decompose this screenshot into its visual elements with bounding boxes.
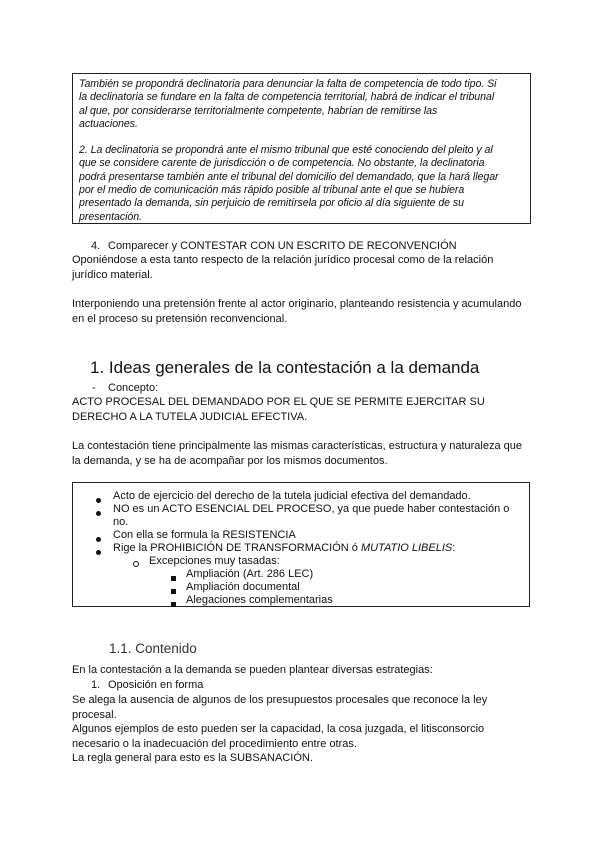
paragraph-oponiendo bbox=[72, 253, 493, 282]
quote-line: podrá presentarse también ante el tribunal del domicilio del demandado, que la hará llegar bbox=[79, 170, 499, 183]
bullet-marker bbox=[96, 546, 101, 559]
subsub-bullet-item: Alegaciones complementarias bbox=[186, 594, 333, 606]
definition-line: DERECHO A LA TUTELA JUDICIAL EFECTIVA. bbox=[72, 410, 308, 423]
heading-contenido: 1.1. Contenido bbox=[109, 641, 197, 656]
square-bullet-marker bbox=[171, 598, 176, 611]
list-number: 1. bbox=[91, 679, 101, 691]
heading-ideas-generales: 1. Ideas generales de la contestación a la demanda bbox=[90, 358, 480, 377]
bullet-item: Con ella se formula la RESISTENCIA bbox=[113, 529, 296, 541]
bullet-line: NO es un ACTO ESENCIAL DEL PROCESO, ya que puede haber contestación o bbox=[113, 503, 510, 515]
quote-line: la declinatoria se fundare en la falta de competencia territorial, habrá de indicar el tribunal bbox=[79, 91, 495, 104]
definition-text bbox=[72, 395, 485, 424]
quote-line: presentado la demanda, sin perjuicio de remitírsela por oficio al día siguiente de su bbox=[79, 197, 465, 210]
paragraph-line: jurídico material. bbox=[72, 268, 153, 281]
paragraph-line: procesal. bbox=[72, 708, 117, 721]
list-number: 4. bbox=[91, 240, 101, 252]
bullet-italic-term: MUTATIO LIBELIS bbox=[360, 542, 453, 554]
quote-paragraph-1 bbox=[79, 78, 524, 131]
bullet-marker bbox=[96, 533, 101, 546]
paragraph-regla: La regla general para esto es la SUBSANACIÓN. bbox=[72, 752, 313, 764]
quote-line: presentación. bbox=[79, 210, 142, 223]
paragraph-line: Se alega la ausencia de algunos de los presupuestos procesales que reconoce la ley bbox=[72, 694, 488, 706]
quote-line: por el medio de comunicación más rápido posible al tribunal ante el que se hubiera bbox=[79, 184, 465, 197]
paragraph-line: necesario o la inadecuación del procedimiento entre otras. bbox=[72, 737, 357, 750]
subsub-bullet-item: Ampliación (Art. 286 LEC) bbox=[186, 568, 314, 580]
dash-marker: - bbox=[92, 382, 96, 394]
quote-box-declinatoria bbox=[72, 73, 531, 224]
paragraph-line: Interponiendo una pretensión frente al actor originario, planteando resistencia y acumulando bbox=[72, 298, 522, 310]
paragraph-ausencia bbox=[72, 693, 487, 722]
list-item-1 bbox=[91, 678, 100, 693]
bullet-marker bbox=[96, 494, 101, 507]
bullet-item: Acto de ejercicio del derecho de la tutela judicial efectiva del demandado. bbox=[113, 490, 471, 502]
paragraph-line: La contestación tiene principalmente las mismas características, estructura y naturaleza que bbox=[72, 440, 522, 452]
paragraph-line: Algunos ejemplos de esto pueden ser la capacidad, la cosa juzgada, el litisconsorcio bbox=[72, 723, 485, 735]
paragraph-ejemplos bbox=[72, 722, 484, 751]
list-item-4 bbox=[91, 239, 100, 254]
subsub-bullet-item: Ampliación documental bbox=[186, 581, 300, 593]
quote-line: que se considere carente de jurisdicción o de competencia. No obstante, la declinatoria bbox=[79, 157, 485, 170]
list-item-4-text: Comparecer y CONTESTAR CON UN ESCRITO DE RECONVENCIÓN bbox=[108, 240, 457, 252]
paragraph-interponiendo bbox=[72, 297, 521, 326]
bullet-item bbox=[113, 503, 509, 529]
paragraph-line: la demanda, y se ha de acompañar por los mismos documentos. bbox=[72, 454, 388, 467]
quote-line: También se propondrá declinatoria para denunciar la falta de competencia de todo tipo. Si bbox=[79, 78, 497, 90]
paragraph-line: Oponiéndose a esta tanto respecto de la relación jurídico procesal como de la relación bbox=[72, 254, 494, 266]
paragraph-estrategias: En la contestación a la demanda se pueden plantear diversas estrategias: bbox=[72, 664, 433, 676]
concepto-label: Concepto: bbox=[108, 382, 159, 394]
square-bullet-marker bbox=[171, 585, 176, 598]
quote-line: actuaciones. bbox=[79, 117, 138, 130]
circle-bullet-marker bbox=[133, 558, 139, 571]
bullet-line: no. bbox=[113, 516, 129, 528]
quote-line: 2. La declinatoria se propondrá ante el mismo tribunal que esté conociendo del pleito y al bbox=[79, 144, 493, 157]
square-bullet-marker bbox=[171, 572, 176, 585]
paragraph-contestacion bbox=[72, 439, 522, 468]
bullet-marker bbox=[96, 507, 101, 520]
list-item-1-text: Oposición en forma bbox=[108, 679, 204, 691]
quote-paragraph-2 bbox=[79, 144, 524, 224]
bullet-item bbox=[113, 542, 455, 555]
bullet-text: Rige la PROHIBICIÓN DE TRANSFORMACIÓN ó bbox=[113, 542, 361, 554]
definition-line: ACTO PROCESAL DEL DEMANDADO POR EL QUE SE PERMITE EJERCITAR SU bbox=[72, 396, 485, 408]
bullet-colon: : bbox=[452, 542, 456, 554]
paragraph-line: en el proceso su pretensión reconvencional. bbox=[72, 312, 288, 325]
sub-bullet-item: Excepciones muy tasadas: bbox=[149, 555, 280, 567]
quote-line: al que, por considerarse territorialmente competente, habrían de remitirse las bbox=[79, 104, 438, 117]
